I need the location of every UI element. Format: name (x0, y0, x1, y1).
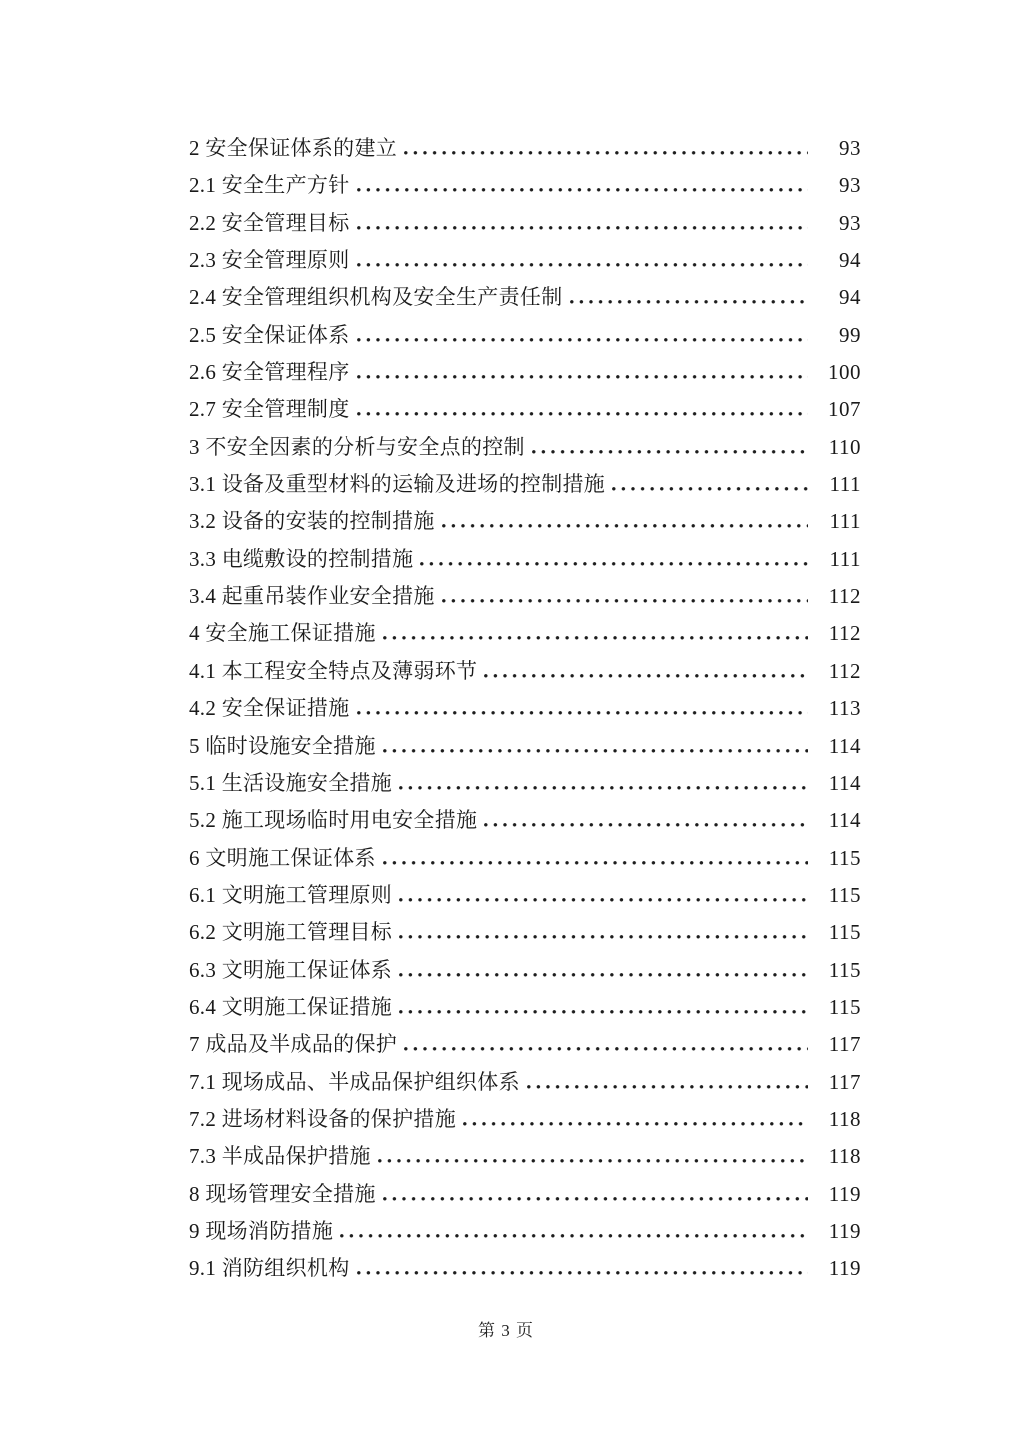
toc-entry-label: 6.1 文明施工管理原则 (189, 882, 393, 907)
toc-entry-page-number: 115 (828, 994, 861, 1019)
table-of-contents (189, 130, 861, 1288)
toc-entry[interactable] (189, 391, 861, 428)
toc-entry-label: 2 安全保证体系的建立 (189, 136, 398, 160)
toc-leader-dots (442, 599, 808, 603)
toc-entry-page-number: 94 (839, 248, 861, 273)
toc-leader-dots (404, 1047, 808, 1051)
toc-entry-label: 6.4 文明施工保证措施 (189, 994, 393, 1019)
toc-entry-label: 7.3 半成品保护措施 (189, 1144, 371, 1169)
toc-leader-dots (570, 300, 809, 304)
toc-entry-page-number: 99 (839, 322, 861, 347)
toc-entry-label: 9 现场消防措施 (189, 1218, 334, 1243)
toc-entry[interactable] (189, 205, 861, 242)
toc-entry-label: 3.1 设备及重型材料的运输及进场的控制措施 (189, 472, 606, 497)
toc-entry-page-number: 119 (828, 1218, 861, 1243)
toc-entry[interactable] (189, 541, 861, 578)
toc-entry-page-number: 93 (839, 136, 861, 160)
toc-leader-dots (399, 786, 808, 790)
toc-entry-label: 5 临时设施安全措施 (189, 733, 376, 758)
toc-leader-dots (420, 562, 808, 566)
toc-leader-dots (399, 935, 808, 939)
toc-leader-dots (357, 338, 809, 342)
toc-entry[interactable] (189, 765, 861, 802)
toc-entry-label: 6.3 文明施工保证体系 (189, 957, 393, 982)
toc-entry-label: 5.2 施工现场临时用电安全措施 (189, 808, 478, 833)
toc-entry-page-number: 93 (839, 210, 861, 235)
toc-leader-dots (378, 1159, 808, 1163)
toc-leader-dots (357, 226, 809, 230)
toc-leader-dots (463, 1122, 808, 1126)
toc-entry-page-number: 115 (828, 920, 861, 945)
toc-leader-dots (484, 674, 808, 678)
toc-entry-page-number: 115 (828, 882, 861, 907)
page-footer (0, 1316, 1012, 1341)
toc-leader-dots (383, 636, 808, 640)
toc-entry-label: 2.1 安全生产方针 (189, 173, 350, 198)
toc-entry-label: 7.2 进场材料设备的保护措施 (189, 1106, 456, 1131)
toc-entry[interactable] (189, 952, 861, 989)
toc-entry-label: 2.7 安全管理制度 (189, 397, 350, 422)
toc-entry-label: 2.5 安全保证体系 (189, 322, 350, 347)
toc-entry-page-number: 112 (828, 584, 861, 609)
toc-entry[interactable] (189, 317, 861, 354)
toc-entry-page-number: 115 (828, 957, 861, 982)
toc-leader-dots (340, 1234, 808, 1238)
toc-entry-page-number: 115 (828, 845, 861, 870)
toc-entry-label: 3.2 设备的安装的控制措施 (189, 509, 435, 534)
toc-entry-label: 3 不安全因素的分析与安全点的控制 (189, 434, 525, 459)
toc-entry-label: 4.1 本工程安全特点及薄弱环节 (189, 658, 478, 683)
toc-entry-label: 4 安全施工保证措施 (189, 621, 376, 646)
toc-leader-dots (383, 1197, 808, 1201)
toc-entry-label: 5.1 生活设施安全措施 (189, 770, 393, 795)
toc-leader-dots (357, 1271, 809, 1275)
toc-entry[interactable] (189, 615, 861, 652)
toc-entry-page-number: 113 (828, 696, 861, 721)
toc-entry-label: 9.1 消防组织机构 (189, 1256, 350, 1281)
toc-entry[interactable] (189, 728, 861, 765)
toc-entry[interactable] (189, 653, 861, 690)
toc-entry-label: 4.2 安全保证措施 (189, 696, 350, 721)
toc-entry-page-number: 107 (828, 397, 861, 422)
toc-entry-page-number: 114 (828, 733, 861, 758)
toc-entry[interactable] (189, 690, 861, 727)
toc-entry-label: 2.2 安全管理目标 (189, 210, 350, 235)
toc-entry-label: 8 现场管理安全措施 (189, 1181, 376, 1206)
toc-entry[interactable] (189, 1176, 861, 1213)
toc-entry-label: 3.4 起重吊装作业安全措施 (189, 584, 435, 609)
toc-entry[interactable] (189, 802, 861, 839)
toc-entry-label: 2.3 安全管理原则 (189, 248, 350, 273)
toc-entry-label: 7.1 现场成品、半成品保护组织体系 (189, 1069, 520, 1094)
toc-leader-dots (357, 263, 809, 267)
toc-entry-page-number: 100 (828, 360, 861, 385)
toc-entry[interactable] (189, 429, 861, 466)
toc-leader-dots (399, 1010, 808, 1014)
page-number-label: 第 3 页 (478, 1321, 534, 1340)
toc-entry-page-number: 118 (828, 1106, 861, 1131)
toc-leader-dots (357, 412, 809, 416)
toc-entry[interactable] (189, 1138, 861, 1175)
toc-entry-label: 6 文明施工保证体系 (189, 845, 376, 870)
toc-leader-dots (383, 861, 808, 865)
toc-leader-dots (399, 973, 808, 977)
toc-entry[interactable] (189, 1064, 861, 1101)
toc-entry[interactable] (189, 466, 861, 503)
toc-entry[interactable] (189, 1213, 861, 1250)
toc-entry-page-number: 114 (828, 770, 861, 795)
toc-entry[interactable] (189, 1026, 861, 1063)
toc-entry-page-number: 93 (839, 173, 861, 198)
toc-entry-label: 2.6 安全管理程序 (189, 360, 350, 385)
toc-leader-dots (357, 188, 809, 192)
toc-entry-page-number: 118 (828, 1144, 861, 1169)
toc-leader-dots (612, 487, 808, 491)
toc-leader-dots (357, 711, 809, 715)
toc-entry[interactable] (189, 877, 861, 914)
toc-entry-label: 7 成品及半成品的保护 (189, 1032, 398, 1057)
toc-entry[interactable] (189, 840, 861, 877)
toc-entry[interactable] (189, 279, 861, 316)
toc-leader-dots (484, 823, 808, 827)
toc-entry[interactable] (189, 1101, 861, 1138)
toc-entry[interactable] (189, 167, 861, 204)
toc-entry-page-number: 117 (828, 1069, 861, 1094)
toc-entry[interactable] (189, 1250, 861, 1287)
toc-leader-dots (527, 1085, 808, 1089)
toc-entry-page-number: 114 (828, 808, 861, 833)
toc-entry-label: 2.4 安全管理组织机构及安全生产责任制 (189, 285, 563, 310)
toc-entry[interactable] (189, 354, 861, 391)
toc-leader-dots (383, 749, 808, 753)
toc-leader-dots (399, 898, 808, 902)
toc-leader-dots (442, 524, 808, 528)
toc-entry-page-number: 94 (839, 285, 861, 310)
toc-entry-page-number: 111 (829, 472, 861, 497)
toc-entry-page-number: 110 (828, 434, 861, 459)
toc-leader-dots (357, 375, 809, 379)
toc-leader-dots (404, 151, 808, 155)
toc-entry-page-number: 111 (829, 509, 861, 534)
toc-entry[interactable] (189, 130, 861, 167)
toc-leader-dots (532, 450, 808, 454)
toc-entry[interactable] (189, 503, 861, 540)
toc-entry[interactable] (189, 578, 861, 615)
toc-entry-label: 3.3 电缆敷设的控制措施 (189, 546, 414, 571)
toc-entry[interactable] (189, 914, 861, 951)
toc-entry[interactable] (189, 242, 861, 279)
toc-entry-page-number: 119 (828, 1181, 861, 1206)
toc-entry-page-number: 112 (828, 658, 861, 683)
toc-entry-page-number: 111 (829, 546, 861, 571)
toc-entry-page-number: 117 (828, 1032, 861, 1057)
toc-entry-page-number: 119 (828, 1256, 861, 1281)
toc-entry-page-number: 112 (828, 621, 861, 646)
toc-entry-label: 6.2 文明施工管理目标 (189, 920, 393, 945)
toc-entry[interactable] (189, 989, 861, 1026)
